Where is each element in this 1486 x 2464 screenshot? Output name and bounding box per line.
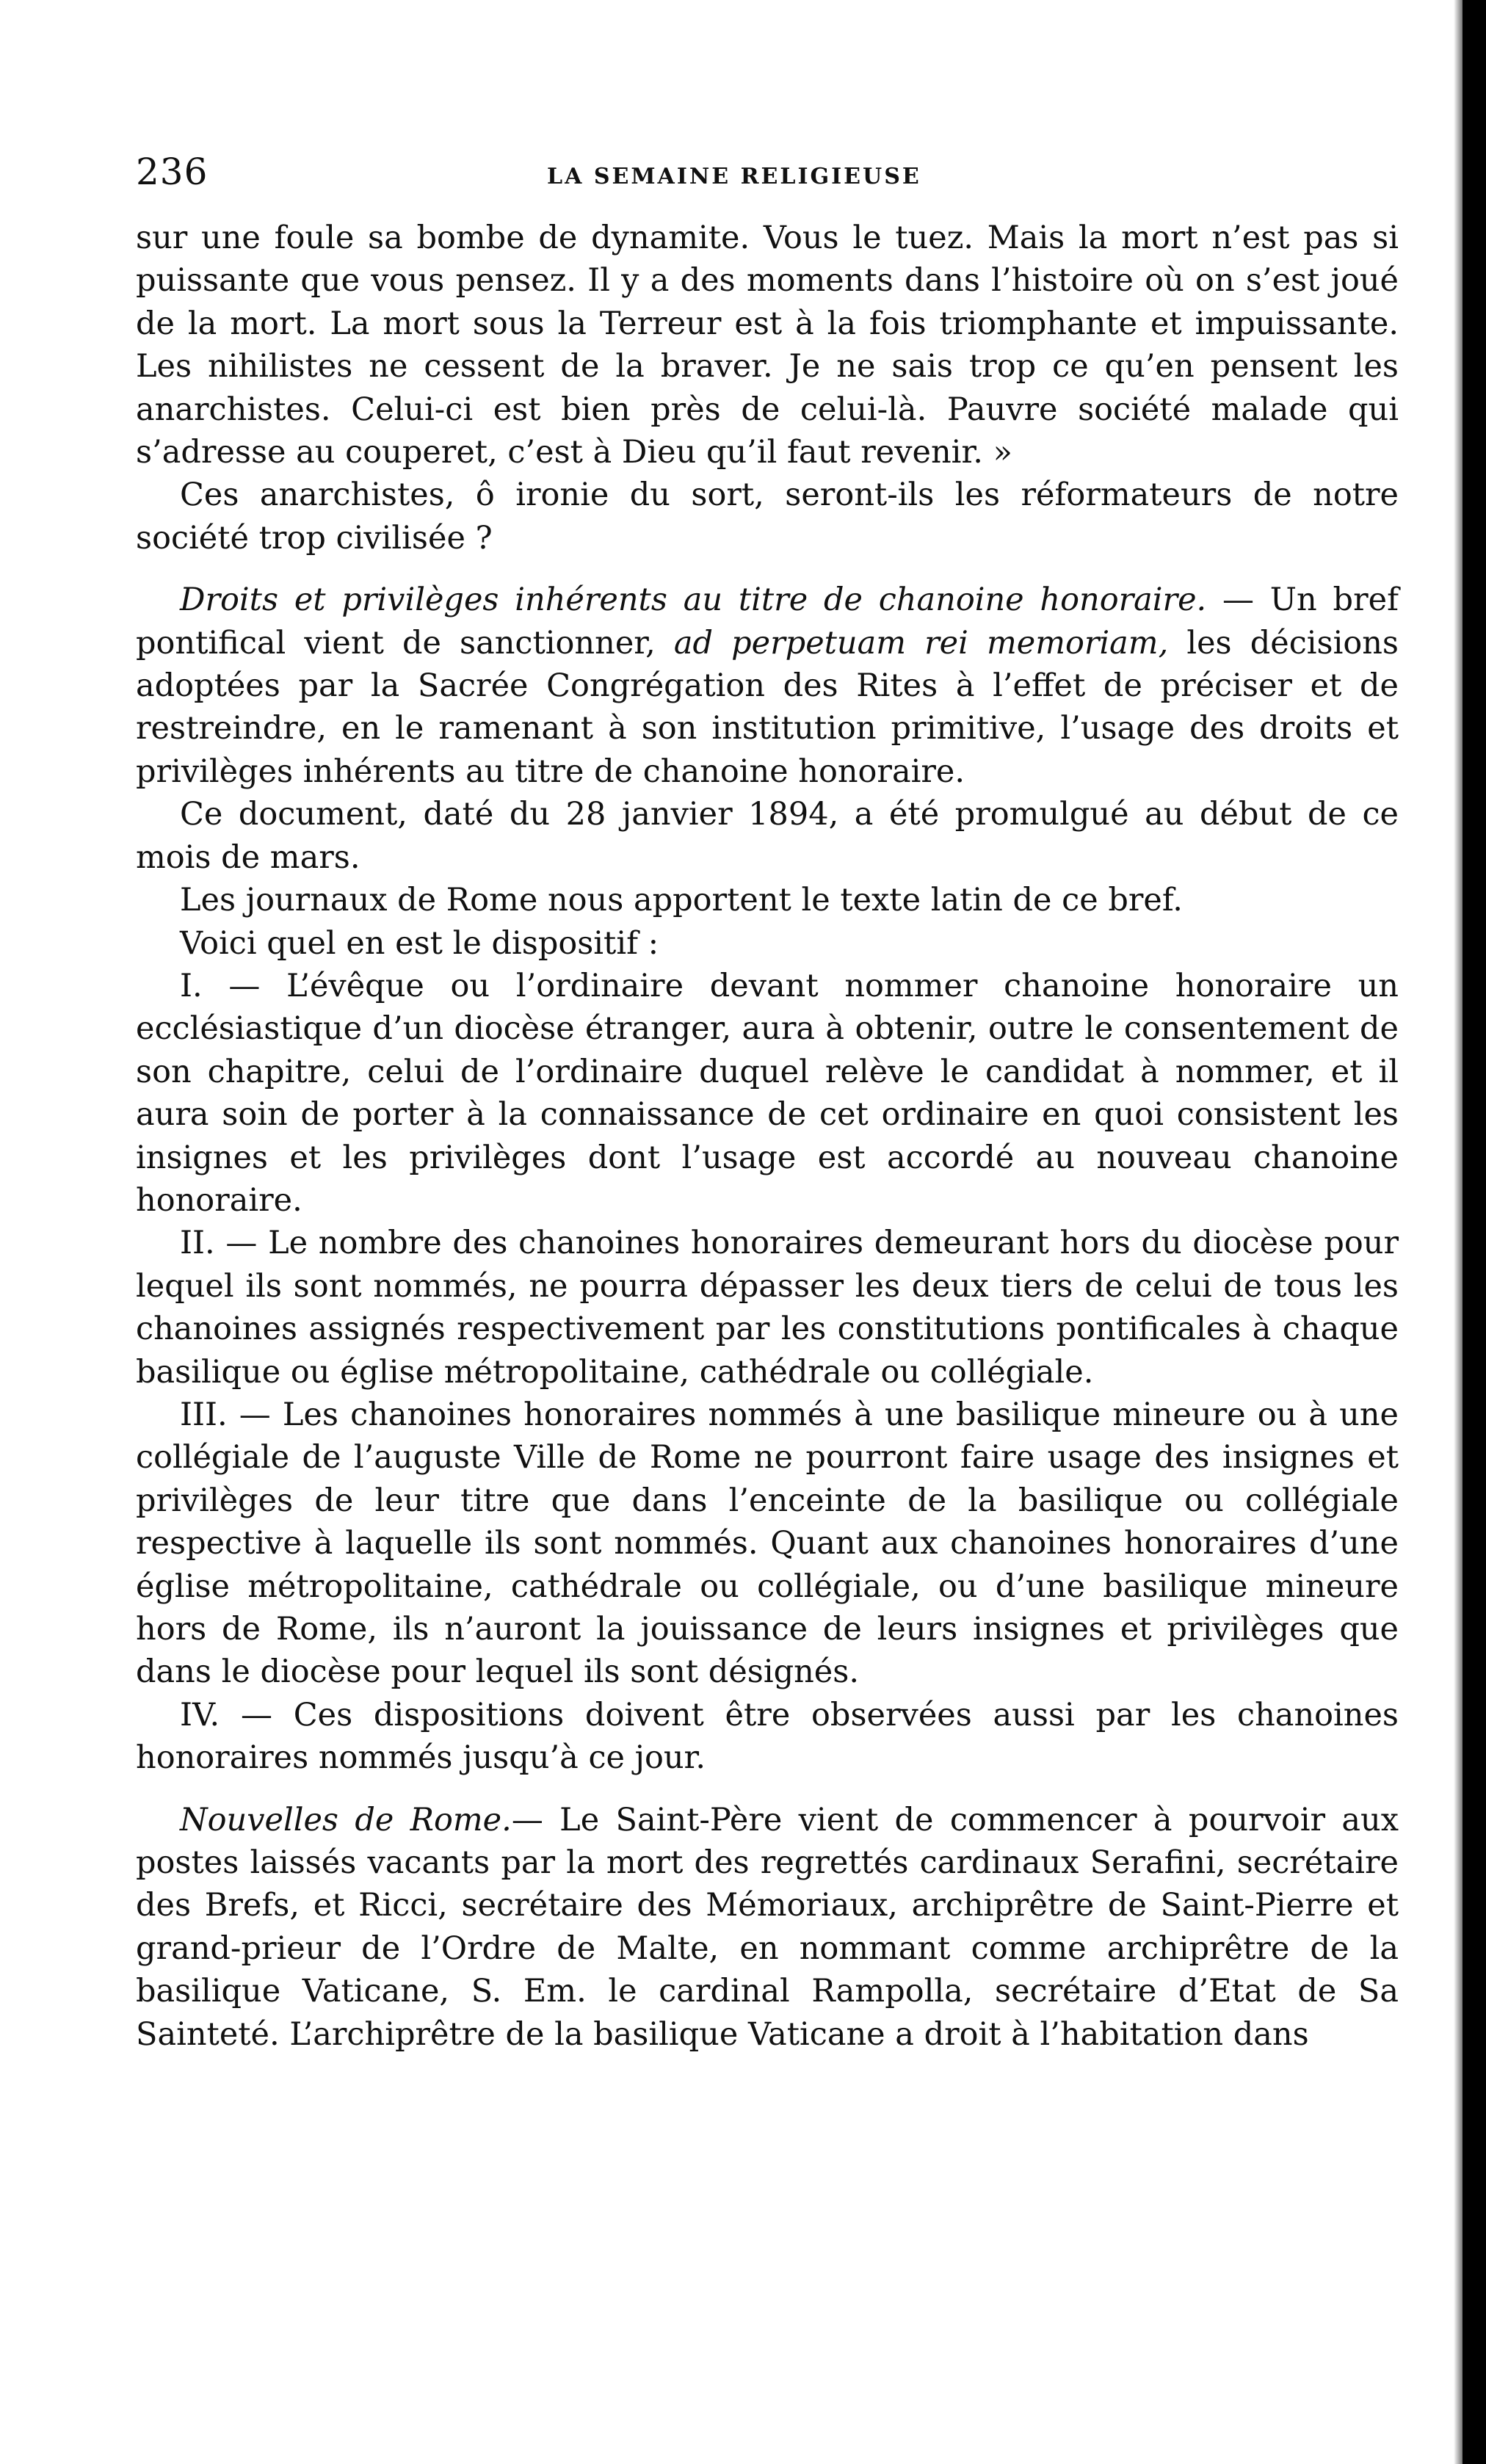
paragraph-3-part-c: les décisions adoptées par la Sacrée Congrégation des Rites à l’effet de préciser et de restreindre, en le ramenant à son institution primitive, l’usage des droits et privilèges inhérents au titre de chanoine honoraire. (136, 624, 1399, 790)
article-2: II. — Le nombre des chanoines honoraires demeurant hors du diocèse pour lequel ils sont nommés, ne pourra dépasser les deux tiers de celui de tous les chanoines assignés respectivement par les constitutions pontificales à chaque basilique ou église métropolitaine, cathédrale ou collégiale. (136, 1225, 1399, 1391)
paragraph-6: Voici quel en est le dispositif : (180, 924, 659, 962)
article-4: IV. — Ces dispositions doivent être observées aussi par les chanoines honoraires nommés jusqu’à ce jour. (136, 1696, 1399, 1777)
paragraph-2: Ces anarchistes, ô ironie du sort, seront-ils les réformateurs de notre société trop civilisée ? (136, 477, 1399, 557)
page-number: 236 (136, 151, 209, 193)
document-page (136, 151, 1399, 2056)
paragraph-1: sur une foule sa bombe de dynamite. Vous le tuez. Mais la mort n’est pas si puissante que vous pensez. Il y a des moments dans l’histoire où on s’est joué de la mort. La mort sous la Terreur est à la fois triomphante et impuissante. Les nihilistes ne cessent de la braver. Je ne sais trop ce qu’en pensent les anarchistes. Celui-ci est bien près de celui-là. Pauvre société malade qui s’adresse au couperet, c’est à Dieu qu’il faut revenir. » (136, 220, 1399, 471)
page-edge-shadow (1454, 0, 1463, 2464)
running-title: LA SEMAINE RELIGIEUSE (547, 164, 921, 189)
article-3: III. — Les chanoines honoraires nommés à une basilique mineure ou à une collégiale de l’auguste Ville de Rome ne pourront faire usage des insignes et privilèges de leur titre que dans l’enceinte de la basilique ou collégiale respective à laquelle ils sont nommés. Quant aux chanoines honoraires d’une église métropolitaine, cathédrale ou collégiale, ou d’une basilique mineure hors de Rome, ils n’auront la jouissance de leurs insignes et privilèges que dans le diocèse pour lequel ils sont désignés. (136, 1396, 1399, 1691)
paragraph-4: Ce document, daté du 28 janvier 1894, a été promulgué au début de ce mois de mars. (136, 796, 1399, 876)
section-title-rome: Nouvelles de Rome. (180, 1801, 512, 1838)
section-title-chanoine: Droits et privilèges inhérents au titre de chanoine honoraire. (180, 581, 1207, 619)
article-1: I. — L’évêque ou l’ordinaire devant nommer chanoine honoraire un ecclésiastique d’un diocèse étranger, aura à obtenir, outre le consentement de son chapitre, celui de l’ordinaire duquel relève le candidat à nommer, et il aura soin de porter à la connaissance de cet ordinaire en quoi consistent les insignes et les privilèges dont l’usage est accordé au nouveau chanoine honoraire. (136, 967, 1399, 1219)
page-edge-bar (1463, 0, 1486, 2464)
paragraph-rome-text: — Le Saint-Père vient de commencer à pourvoir aux postes laissés vacants par la mort des regrettés cardinaux Serafini, secrétaire des Brefs, et Ricci, secrétaire des Mémoriaux, archiprêtre de Saint-Pierre et grand-prieur de l’Ordre de Malte, en nommant comme archiprêtre de la basilique Vaticane, S. Em. le cardinal Rampolla, secrétaire d’Etat de Sa Sainteté. L’archiprêtre de la basilique Vaticane a droit à l’habitation dans (136, 1801, 1399, 2053)
body-text (136, 217, 1399, 2056)
paragraph-3 (136, 579, 1399, 793)
paragraph-rome (136, 1799, 1399, 2056)
paragraph-3-part-a: — Un bref pontifical vient de sanctionner, (136, 581, 1399, 662)
paragraph-5: Les journaux de Rome nous apportent le texte latin de ce bref. (180, 882, 1183, 919)
paragraph-3-latin: ad perpetuam rei memoriam, (673, 624, 1169, 662)
page-header (136, 151, 1399, 217)
